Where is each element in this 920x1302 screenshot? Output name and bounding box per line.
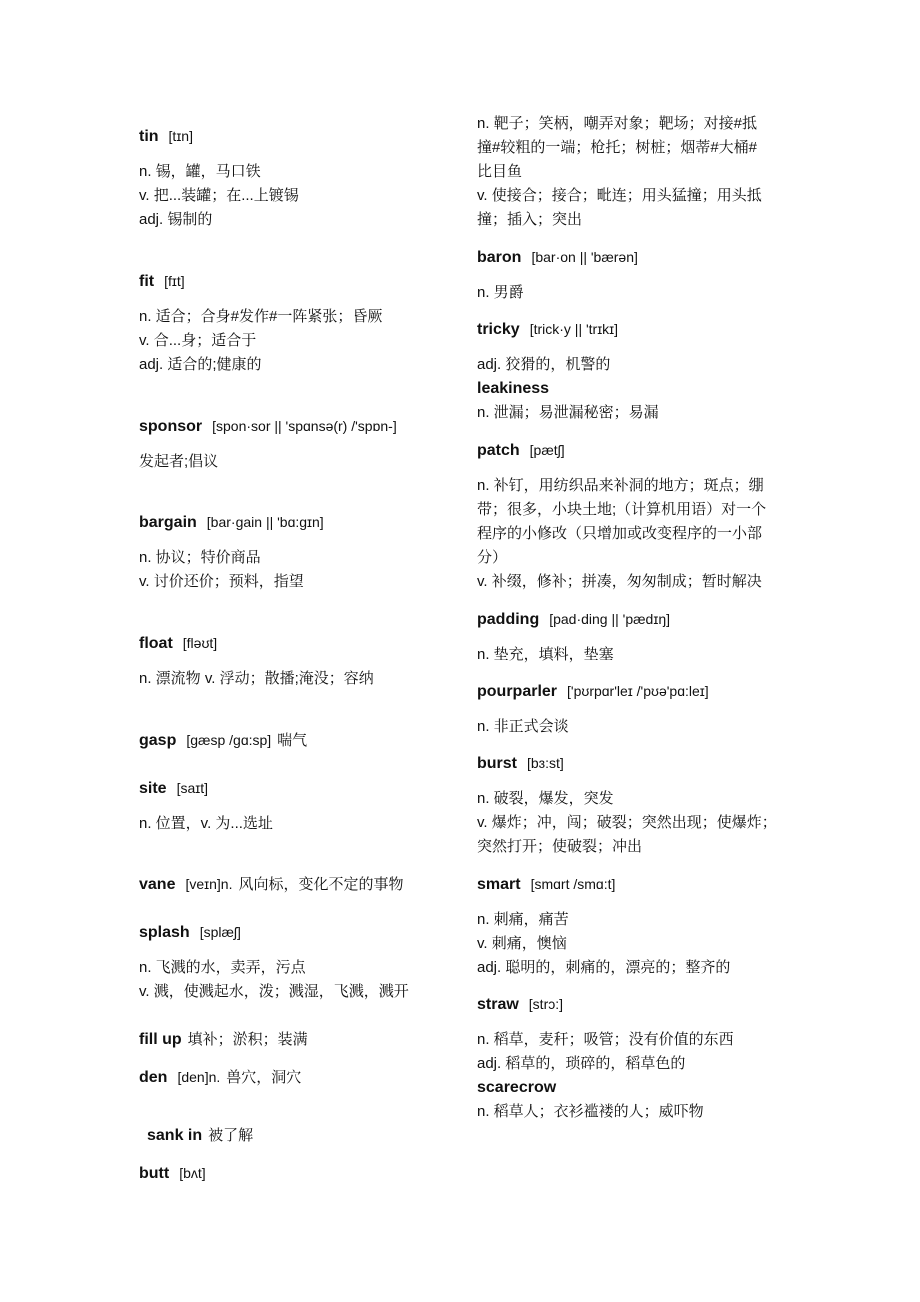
phonetic: [bar·gain || 'bɑ:gɪn] — [206, 514, 324, 530]
headword: leakiness — [477, 380, 550, 397]
phonetic: [pætʃ] — [529, 442, 565, 458]
entry-float — [139, 631, 459, 691]
headword: den — [139, 1069, 168, 1086]
definition: 撞#较粗的一端；枪托；树桩；烟蒂#大桶# — [477, 139, 758, 156]
definition: 分） — [477, 549, 508, 566]
definition: 突然打开；使破裂；冲出 — [477, 838, 643, 855]
phonetic: [trick·y || 'trɪkɪ] — [529, 321, 619, 337]
definition: v. 刺痛，懊恼 — [477, 935, 567, 952]
definition: n. 锡，罐，马口铁 — [139, 163, 261, 180]
definition: n. 泄漏；易泄漏秘密；易漏 — [477, 404, 659, 421]
definition: 带；很多，小块土地;（计算机用语）对一个 — [477, 501, 767, 518]
headword: splash — [139, 924, 190, 941]
entry-bargain — [139, 510, 459, 594]
definition: n. 稻草人；衣衫褴褛的人；威吓物 — [477, 1103, 704, 1120]
definition: n. 破裂，爆发，突发 — [477, 790, 614, 807]
entry-sank-in — [147, 1124, 459, 1148]
headword: tricky — [477, 321, 520, 338]
entry-leakiness — [477, 377, 789, 425]
definition: n. 补钉，用纺织品来补洞的地方；斑点；绷 — [477, 477, 764, 494]
definition: adj. 锡制的 — [139, 211, 213, 228]
entry-den — [139, 1065, 459, 1090]
definition: v. 合...身；适合于 — [139, 332, 257, 349]
phonetic: [strɔ:] — [528, 996, 564, 1012]
entry-butt — [139, 1161, 459, 1186]
definition: n. 协议；特价商品 — [139, 549, 261, 566]
entry-pourparler — [477, 679, 789, 739]
headword: patch — [477, 442, 520, 459]
definition: n. 漂流物 v. 浮动；散播;淹没；容纳 — [139, 670, 374, 687]
phonetic: [fɪt] — [164, 273, 185, 289]
definition: v. 爆炸；冲，闯；破裂；突然出现；使爆炸； — [477, 814, 777, 831]
entry-splash — [139, 920, 459, 1004]
definition: adj. 聪明的，刺痛的，漂亮的；整齐的 — [477, 959, 731, 976]
inline-definition: 喘气 — [277, 732, 308, 749]
inline-definition: 被了解 — [208, 1127, 254, 1144]
entry-tricky — [477, 317, 789, 377]
phonetic: [saɪt] — [176, 780, 209, 796]
headword: scarecrow — [477, 1079, 557, 1096]
inline-definition: 兽穴，洞穴 — [226, 1069, 302, 1086]
headword: smart — [477, 876, 521, 893]
entry-site — [139, 776, 459, 836]
entry-baron — [477, 245, 789, 305]
definition: n. 非正式会谈 — [477, 718, 569, 735]
headword: fill up — [139, 1031, 182, 1048]
phonetic: [tɪn] — [168, 128, 193, 144]
headword: sponsor — [139, 418, 203, 435]
definition: v. 溅，使溅起水，泼；溅湿，飞溅，溅开 — [139, 983, 409, 1000]
entry-butt-continued — [477, 112, 789, 232]
entry-tin — [139, 124, 459, 232]
inline-definition: 填补；淤积；装满 — [187, 1031, 308, 1048]
headword: bargain — [139, 514, 197, 531]
definition: n. 位置，v. 为...选址 — [139, 815, 273, 832]
definition: n. 垫充，填料，垫塞 — [477, 646, 614, 663]
phonetic: [veɪn]n. — [185, 876, 233, 892]
inline-definition: 风向标，变化不定的事物 — [238, 876, 404, 893]
entry-sponsor — [139, 414, 459, 474]
definition: 程序的小修改（只增加或改变程序的一小部 — [477, 525, 763, 542]
entry-smart — [477, 872, 789, 980]
definition: v. 讨价还价；预料，指望 — [139, 573, 304, 590]
entry-vane — [139, 872, 459, 897]
phonetic: [spon·sor || 'spɑnsə(r) /'spɒn-] — [212, 418, 397, 434]
headword: baron — [477, 249, 522, 266]
headword: pourparler — [477, 683, 558, 700]
entry-gasp — [139, 728, 459, 753]
definition: v. 使接合；接合；毗连；用头猛撞；用头抵 — [477, 187, 762, 204]
headword: padding — [477, 611, 540, 628]
entry-scarecrow — [477, 1076, 789, 1124]
definition: n. 靶子；笑柄，嘲弄对象；靶场；对接#抵 — [477, 115, 758, 132]
phonetic: [fləʊt] — [182, 635, 218, 651]
entry-fit — [139, 269, 459, 377]
phonetic: [smɑrt /smɑ:t] — [530, 876, 616, 892]
headword: straw — [477, 996, 519, 1013]
entry-straw — [477, 992, 789, 1076]
definition: adj. 狡猾的，机警的 — [477, 356, 611, 373]
definition: 撞；插入；突出 — [477, 211, 583, 228]
entry-fill-up — [139, 1028, 459, 1052]
phonetic: [pad·ding || 'pædɪŋ] — [549, 611, 671, 627]
phonetic: ['pʊrpɑr'leɪ /'pʊə'pɑ:leɪ] — [567, 683, 709, 699]
phonetic: [gæsp /gɑ:sp] — [186, 732, 272, 748]
definition: 比目鱼 — [477, 163, 523, 180]
headword: gasp — [139, 732, 177, 749]
headword: sank in — [147, 1127, 203, 1144]
headword: tin — [139, 128, 159, 145]
definition: n. 适合；合身#发作#一阵紧张；昏厥 — [139, 308, 383, 325]
entry-padding — [477, 607, 789, 667]
definition: n. 稻草，麦秆；吸管；没有价值的东西 — [477, 1031, 734, 1048]
headword: site — [139, 780, 167, 797]
headword: burst — [477, 755, 517, 772]
phonetic: [bʌt] — [179, 1165, 206, 1181]
definition: v. 把...装罐；在...上镀锡 — [139, 187, 299, 204]
entry-patch — [477, 438, 789, 594]
phonetic: [bɜ:st] — [527, 755, 564, 771]
headword: butt — [139, 1165, 170, 1182]
definition: 发起者;倡议 — [139, 453, 219, 470]
headword: vane — [139, 876, 176, 893]
definition: n. 男爵 — [477, 284, 524, 301]
definition: n. 飞溅的水，卖弄，污点 — [139, 959, 306, 976]
definition: adj. 适合的;健康的 — [139, 356, 262, 373]
phonetic: [bar·on || 'bærən] — [531, 249, 638, 265]
headword: fit — [139, 273, 155, 290]
headword: float — [139, 635, 173, 652]
definition: v. 补缀，修补；拼凑，匆匆制成；暂时解决 — [477, 573, 762, 590]
definition: adj. 稻草的，琐碎的，稻草色的 — [477, 1055, 686, 1072]
entry-burst — [477, 751, 789, 859]
phonetic: [den]n. — [177, 1069, 221, 1085]
definition: n. 刺痛，痛苦 — [477, 911, 569, 928]
phonetic: [splæʃ] — [199, 924, 241, 940]
